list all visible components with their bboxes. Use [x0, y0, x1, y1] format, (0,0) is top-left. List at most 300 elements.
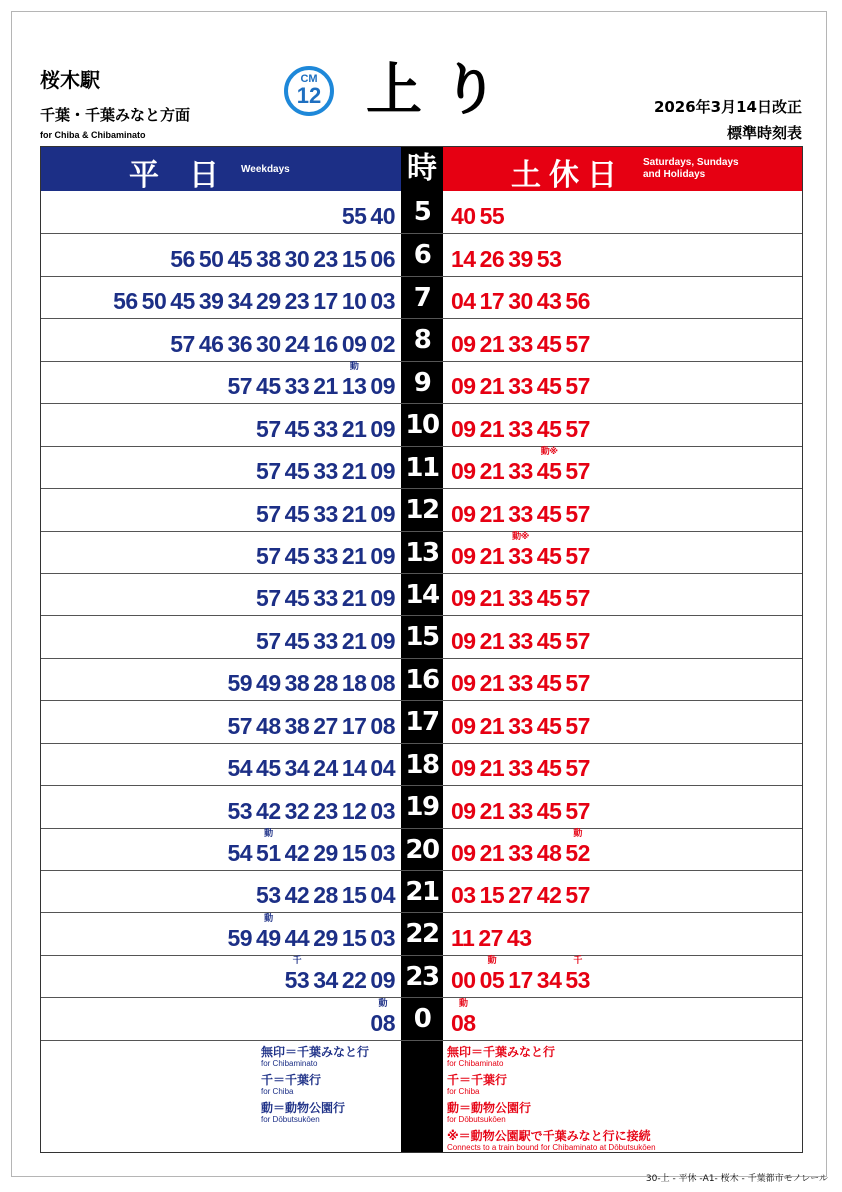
hour-label: 22: [401, 913, 443, 954]
weekday-cell: [41, 574, 401, 615]
legend-item: ※＝動物公園駅で千葉みなと行に接続 Connects to a train bound for Chibaminato at Dōbutsukōen: [447, 1128, 656, 1152]
departure-minute: 09: [370, 458, 395, 485]
departure-minute: 34: [313, 967, 338, 994]
weekday-cell: [41, 616, 401, 657]
hour-row: [41, 361, 802, 403]
departure-minute: 54: [227, 840, 253, 866]
destination-mark: 動: [459, 998, 468, 1009]
departure-minute: 33: [313, 458, 338, 485]
departure-minute: 09: [370, 967, 395, 994]
departure-minute: 45: [536, 330, 562, 357]
departure-minute: 53 千: [565, 956, 590, 994]
holiday-cell: [443, 489, 802, 530]
departure-minute: 21: [479, 797, 505, 824]
hour-row: [41, 700, 802, 742]
station-name: 桜木駅: [40, 68, 100, 92]
departure-minute: 45: [284, 500, 310, 527]
weekday-cell: [41, 234, 401, 275]
departure-minute: 57: [565, 542, 590, 569]
departure-minute: 12: [341, 797, 367, 824]
departure-minute: 36: [227, 330, 253, 357]
departure-minute: 39: [508, 245, 533, 272]
departure-minute: 46: [198, 330, 224, 357]
hour-row: [41, 233, 802, 275]
weekday-cell: [41, 277, 401, 318]
departure-minute: 32: [284, 797, 310, 824]
departure-minute: 56: [565, 288, 590, 315]
departure-minute: 21: [479, 627, 505, 654]
holiday-cell: [443, 447, 802, 488]
departure-minute: 15: [341, 840, 367, 866]
departure-minute: 33: [508, 712, 533, 739]
departure-minute: 34: [536, 967, 562, 994]
departure-minute: 51 動: [256, 829, 281, 866]
departure-minute: 09: [370, 627, 395, 654]
departure-minute: 50: [141, 288, 167, 315]
departure-minute: 26: [479, 245, 505, 272]
departure-minute: 33: [508, 627, 533, 654]
departure-minute: 45: [256, 755, 281, 782]
departure-minute: 57: [256, 585, 281, 612]
departure-minute: 44: [284, 924, 310, 951]
departure-minute: 45: [536, 542, 562, 569]
line-code: CM: [300, 73, 318, 85]
destination-mark: 千: [292, 956, 302, 967]
holiday-cell: [443, 532, 802, 573]
hour-row: [41, 870, 802, 912]
weekday-cell: [41, 701, 401, 742]
departure-minute: 55: [341, 203, 367, 230]
departure-minute: 53 千: [284, 956, 310, 994]
holiday-cell: [443, 913, 802, 954]
holiday-cell: [443, 956, 802, 997]
timetable-header: [41, 147, 802, 191]
departure-minute: 48: [536, 840, 562, 866]
departure-minute: 57: [170, 330, 195, 357]
departure-minute: 33: [313, 415, 338, 442]
departure-minute: 50: [198, 245, 224, 272]
hour-label: 0: [401, 998, 443, 1039]
hour-row: [41, 828, 802, 870]
destination-mark: 動: [378, 998, 387, 1009]
departure-minute: 08 動: [451, 998, 476, 1036]
departure-minute: 57: [565, 458, 590, 485]
hour-label: 15: [401, 616, 443, 657]
departure-minute: 53: [256, 882, 281, 909]
destination-mark: 動※: [512, 531, 529, 542]
departure-minute: 59: [227, 670, 253, 697]
departure-minute: 27: [313, 712, 338, 739]
weekday-cell: [41, 998, 401, 1039]
departure-minute: 30: [256, 330, 281, 357]
holiday-cell: [443, 574, 802, 615]
departure-minute: 04: [451, 288, 476, 315]
weekday-cell: [41, 191, 401, 233]
departure-minute: 21: [479, 330, 505, 357]
departure-minute: 29: [256, 288, 281, 315]
departure-minute: 15: [479, 882, 505, 909]
departure-minute: 21: [341, 627, 367, 654]
destination-mark: 動: [487, 956, 497, 967]
departure-minute: 09: [370, 500, 395, 527]
departure-minute: 06: [370, 245, 395, 272]
departure-minute: 14: [341, 755, 367, 782]
weekday-cell: [41, 956, 401, 997]
departure-minute: 33: [508, 755, 533, 782]
hour-row: [41, 318, 802, 360]
departure-minute: 16: [313, 330, 338, 357]
departure-minute: 57: [565, 882, 590, 909]
departure-minute: 34: [284, 755, 310, 782]
weekday-cell: [41, 744, 401, 785]
departure-minute: 22: [341, 967, 367, 994]
hour-label: 17: [401, 701, 443, 742]
departure-minute: 57: [256, 415, 281, 442]
departure-minute: 33 動※: [508, 531, 533, 569]
departure-minute: 53: [227, 797, 253, 824]
departure-minute: 21: [479, 712, 505, 739]
departure-minute: 48: [256, 712, 281, 739]
timetable-type: 標準時刻表: [726, 124, 802, 142]
weekday-legend: [41, 1041, 401, 1152]
departure-minute: 38: [284, 712, 310, 739]
holiday-cell: [443, 616, 802, 657]
departure-minute: 13 動: [341, 362, 367, 400]
departure-minute: 03: [370, 840, 395, 866]
hour-row: [41, 191, 802, 233]
departure-minute: 40: [370, 203, 395, 230]
departure-minute: 45: [256, 373, 281, 400]
departure-minute: 45: [284, 585, 310, 612]
footer-code: 30-上 - 平休 -A1- 桜木 - 千葉都市モノレール: [645, 1174, 828, 1184]
departure-minute: 33: [313, 585, 338, 612]
departure-minute: 21: [341, 415, 367, 442]
hour-label: 11: [401, 447, 443, 488]
weekday-cell: [41, 447, 401, 488]
departure-minute: 57: [565, 755, 590, 782]
legend-item: 無印＝千葉みなと行 for Chibaminato: [261, 1044, 370, 1068]
departure-minute: 57: [565, 415, 590, 442]
departure-minute: 21: [479, 415, 505, 442]
departure-minute: 45: [536, 627, 562, 654]
departure-minute: 28: [313, 882, 338, 909]
departure-minute: 33: [508, 415, 533, 442]
destination-mark: 動: [264, 913, 273, 924]
departure-minute: 57: [565, 627, 590, 654]
departure-minute: 33: [508, 840, 533, 866]
departure-minute: 45: [536, 500, 562, 527]
departure-minute: 02: [370, 330, 395, 357]
departure-minute: 21: [341, 458, 367, 485]
destination-mark: 動: [349, 362, 359, 373]
departure-minute: 42: [536, 882, 562, 909]
hour-label: 13: [401, 532, 443, 573]
departure-minute: 09: [451, 712, 476, 739]
hour-label: 18: [401, 744, 443, 785]
departure-minute: 40: [451, 203, 476, 230]
departure-minute: 39: [198, 288, 224, 315]
departure-minute: 33: [508, 585, 533, 612]
departure-minute: 45: [536, 585, 562, 612]
departure-minute: 05 動: [479, 956, 505, 994]
departure-minute: 21: [479, 670, 505, 697]
departure-minute: 45: [284, 542, 310, 569]
departure-minute: 21: [479, 458, 505, 485]
departure-minute: 09: [451, 373, 476, 400]
departure-minute: 09: [451, 670, 476, 697]
destination-mark: 動: [264, 829, 273, 839]
departure-minute: 15: [341, 882, 367, 909]
holiday-cell: [443, 786, 802, 827]
hour-label: 7: [401, 277, 443, 318]
weekday-cell: [41, 659, 401, 700]
departure-minute: 03: [370, 797, 395, 824]
departure-minute: 57: [565, 500, 590, 527]
hour-label: 12: [401, 489, 443, 530]
weekday-cell: [41, 319, 401, 360]
departure-minute: 57: [256, 500, 281, 527]
departure-minute: 15: [341, 924, 367, 951]
holiday-legend: [443, 1041, 802, 1152]
departure-minute: 45: [536, 797, 562, 824]
weekday-cell: [41, 532, 401, 573]
departure-minute: 03: [370, 924, 395, 951]
weekday-header-jp: 平日: [129, 158, 249, 193]
holiday-cell: [443, 404, 802, 445]
departure-minute: 45: [284, 458, 310, 485]
destination-mark: 千: [573, 956, 582, 967]
departure-minute: 09: [451, 458, 476, 485]
weekday-header: [41, 147, 401, 191]
departure-minute: 09: [370, 542, 395, 569]
departure-minute: 45: [536, 712, 562, 739]
departure-minute: 09: [370, 373, 395, 400]
departure-minute: 45: [536, 415, 562, 442]
departure-minute: 24: [313, 755, 338, 782]
departure-minute: 17: [313, 288, 338, 315]
departure-minute: 27: [478, 924, 503, 951]
departure-minute: 24: [284, 330, 310, 357]
holiday-header-en: Saturdays, Sundays and Holidays: [643, 157, 739, 180]
departure-minute: 57: [256, 542, 281, 569]
departure-minute: 45: [284, 415, 310, 442]
hour-label: 20: [401, 829, 443, 870]
departure-minute: 33: [313, 500, 338, 527]
departure-minute: 38: [256, 245, 281, 272]
hour-label: 10: [401, 404, 443, 445]
departure-minute: 45: [536, 373, 562, 400]
departure-minute: 33: [313, 627, 338, 654]
departure-minute: 04: [370, 882, 395, 909]
hour-row: [41, 615, 802, 657]
departure-minute: 08 動: [370, 998, 395, 1036]
departure-minute: 56: [170, 245, 195, 272]
departure-minute: 45: [536, 670, 562, 697]
timetable-body: [41, 191, 802, 1040]
departure-minute: 09: [341, 330, 367, 357]
hour-row: [41, 403, 802, 445]
departure-minute: 03: [370, 288, 395, 315]
legend-item: 千＝千葉行 for Chiba: [447, 1072, 508, 1096]
legend-item: 無印＝千葉みなと行 for Chibaminato: [447, 1044, 556, 1068]
hour-row: [41, 276, 802, 318]
departure-minute: 21: [479, 500, 505, 527]
legend-row: [41, 1040, 802, 1152]
hour-label: 5: [401, 191, 443, 233]
weekday-cell: [41, 489, 401, 530]
departure-minute: 33: [508, 797, 533, 824]
departure-minute: 28: [313, 670, 338, 697]
hour-label: 23: [401, 956, 443, 997]
departure-minute: 33: [508, 458, 533, 485]
departure-minute: 27: [508, 882, 533, 909]
direction-title: 上り: [366, 58, 518, 123]
legend-hour-spacer: [401, 1041, 443, 1152]
hour-label: 9: [401, 362, 443, 403]
departure-minute: 21: [313, 373, 338, 400]
station-number: 12: [296, 83, 322, 108]
departure-minute: 30: [284, 245, 310, 272]
departure-minute: 30: [508, 288, 533, 315]
departure-minute: 09: [451, 627, 476, 654]
holiday-cell: [443, 871, 802, 912]
departure-minute: 57: [565, 330, 590, 357]
weekday-cell: [41, 829, 401, 870]
destination-mark: 動※: [540, 447, 558, 458]
holiday-cell: [443, 998, 802, 1039]
hour-label: 16: [401, 659, 443, 700]
holiday-header-jp: 土休日: [511, 158, 625, 193]
departure-minute: 08: [370, 712, 395, 739]
hour-row: [41, 743, 802, 785]
holiday-cell: [443, 701, 802, 742]
departure-minute: 09: [370, 585, 395, 612]
departure-minute: 53: [536, 245, 562, 272]
departure-minute: 09: [451, 755, 476, 782]
departure-minute: 09: [451, 330, 476, 357]
departure-minute: 04: [370, 755, 395, 782]
departure-minute: 33: [313, 542, 338, 569]
weekday-cell: [41, 404, 401, 445]
departure-minute: 09: [370, 415, 395, 442]
departure-minute: 17: [508, 967, 533, 994]
departure-minute: 10: [341, 288, 367, 315]
departure-minute: 42: [284, 882, 310, 909]
departure-minute: 21: [341, 542, 367, 569]
departure-minute: 45: [227, 245, 253, 272]
hour-row: [41, 997, 802, 1039]
departure-minute: 57: [565, 373, 590, 400]
hour-label: 21: [401, 871, 443, 912]
departure-minute: 33: [508, 330, 533, 357]
legend-item: 千＝千葉行 for Chiba: [261, 1072, 322, 1096]
hour-row: [41, 658, 802, 700]
departure-minute: 57: [565, 670, 590, 697]
departure-minute: 17: [479, 288, 505, 315]
departure-minute: 21: [341, 585, 367, 612]
departure-minute: 42: [284, 840, 310, 866]
weekday-cell: [41, 871, 401, 912]
departure-minute: 14: [451, 245, 476, 272]
departure-minute: 09: [451, 797, 476, 824]
holiday-cell: [443, 277, 802, 318]
weekday-cell: [41, 362, 401, 403]
departure-minute: 57: [227, 373, 253, 400]
departure-minute: 09: [451, 840, 476, 866]
departure-minute: 56: [113, 288, 138, 315]
hour-header: 時: [401, 147, 443, 191]
departure-minute: 57: [565, 585, 590, 612]
departure-minute: 54: [227, 755, 253, 782]
holiday-cell: [443, 744, 802, 785]
departure-minute: 21: [479, 840, 505, 866]
departure-minute: 57: [227, 712, 253, 739]
hour-row: [41, 955, 802, 997]
departure-minute: 21: [479, 585, 505, 612]
departure-minute: 00: [451, 967, 476, 994]
departure-minute: 29: [313, 924, 338, 951]
departure-minute: 23: [313, 797, 338, 824]
departure-minute: 23: [284, 288, 310, 315]
holiday-cell: [443, 362, 802, 403]
departure-minute: 57: [565, 712, 590, 739]
destination-jp: 千葉・千葉みなと方面: [40, 106, 191, 124]
hour-row: [41, 573, 802, 615]
departure-minute: 45: [536, 755, 562, 782]
departure-minute: 29: [313, 840, 338, 866]
departure-minute: 38: [284, 670, 310, 697]
hour-label: 6: [401, 234, 443, 275]
legend-item: 動＝動物公園行 for Dōbutsukōen: [261, 1100, 346, 1124]
hour-label: 14: [401, 574, 443, 615]
revision-date: 2026年3月14日改正: [653, 98, 802, 116]
destination-en: for Chiba & Chibaminato: [40, 130, 146, 140]
hour-row: [41, 531, 802, 573]
departure-minute: 09: [451, 415, 476, 442]
departure-minute: 09: [451, 542, 476, 569]
weekday-cell: [41, 913, 401, 954]
departure-minute: 45: [284, 627, 310, 654]
departure-minute: 57: [565, 797, 590, 824]
hour-label: 8: [401, 319, 443, 360]
departure-minute: 52 動: [565, 829, 590, 866]
departure-minute: 57: [256, 458, 281, 485]
hour-row: [41, 446, 802, 488]
departure-minute: 21: [479, 542, 505, 569]
departure-minute: 33: [508, 670, 533, 697]
weekday-cell: [41, 786, 401, 827]
holiday-cell: [443, 829, 802, 870]
departure-minute: 49 動: [256, 913, 281, 951]
holiday-cell: [443, 319, 802, 360]
departure-minute: 45 動※: [536, 447, 562, 485]
hour-label: 19: [401, 786, 443, 827]
departure-minute: 23: [313, 245, 338, 272]
departure-minute: 49: [256, 670, 281, 697]
departure-minute: 03: [451, 882, 476, 909]
hour-row: [41, 488, 802, 530]
departure-minute: 59: [227, 924, 253, 951]
departure-minute: 33: [508, 500, 533, 527]
departure-minute: 21: [341, 500, 367, 527]
departure-minute: 11: [451, 924, 475, 951]
departure-minute: 33: [508, 373, 533, 400]
departure-minute: 34: [227, 288, 253, 315]
departure-minute: 57: [256, 627, 281, 654]
destination-mark: 動: [573, 829, 582, 839]
departure-minute: 08: [370, 670, 395, 697]
holiday-cell: [443, 234, 802, 275]
